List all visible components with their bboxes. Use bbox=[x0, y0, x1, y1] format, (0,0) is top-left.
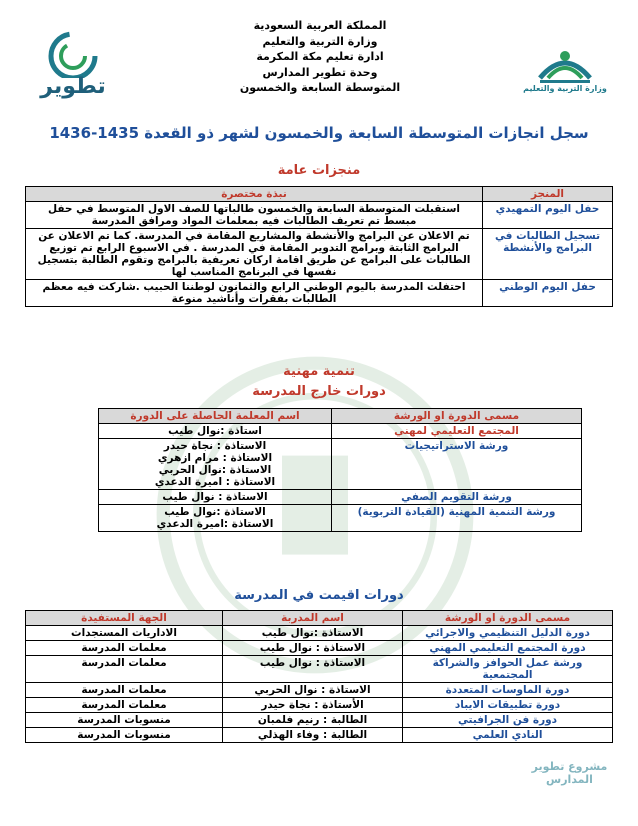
table-row bbox=[26, 656, 613, 683]
table-row bbox=[26, 683, 613, 698]
table-row bbox=[26, 728, 613, 743]
table-header-row bbox=[26, 187, 613, 202]
ministry-address bbox=[200, 18, 440, 96]
achievement-desc: استقبلت المتوسطة السابعة والخمسون طالباتها للصف الاول المتوسط في حفل مبسط تم تعريف الطالبات فيه بمعلمات المواد ومرافق المدرسة bbox=[26, 202, 483, 229]
achievement-desc: احتفلت المدرسة باليوم الوطني الرابع والثمانون لوطننا الحبيب .شاركت فيه معظم الطالبات بفقرات وأناشيد منوعة bbox=[26, 280, 483, 307]
table-row bbox=[99, 439, 582, 490]
course-name: المجتمع التعليمي لمهني bbox=[332, 424, 582, 439]
trainer-name: الاستاذة : نوال الحربي bbox=[223, 683, 403, 698]
table-header-row bbox=[26, 611, 613, 626]
page-title: سجل انجازات المتوسطة السابعة والخمسون لشهر ذو القعدة 1435-1436 bbox=[49, 124, 589, 142]
trainer-name: الاستاذة : نوال طيب bbox=[223, 656, 403, 683]
course-name: النادي العلمي bbox=[403, 728, 613, 743]
general-achievements-table bbox=[25, 186, 613, 307]
column-header: نبذة مختصرة bbox=[26, 187, 483, 202]
beneficiary: منسوبات المدرسة bbox=[26, 728, 223, 743]
tatweer-logo bbox=[18, 28, 128, 108]
column-header: الجهة المستفيدة bbox=[26, 611, 223, 626]
column-header: المنجز bbox=[483, 187, 613, 202]
ministry-logo-caption: وزارة التربية والتعليم bbox=[523, 84, 607, 93]
trainer-name: الأستاذة : نجاة حيدر bbox=[223, 698, 403, 713]
course-name: دورة فن الجرافيتي bbox=[403, 713, 613, 728]
general-section-title: منجزات عامة bbox=[277, 163, 361, 178]
teacher-names: الاستاذة :نوال طيب الاستاذة :اميرة الدعدي bbox=[99, 505, 332, 532]
letterhead bbox=[0, 10, 638, 120]
table-row bbox=[26, 280, 613, 307]
trainer-name: الطالبة : وفاء الهذلي bbox=[223, 728, 403, 743]
internal-courses-title: دورات اقيمت في المدرسة bbox=[234, 588, 404, 603]
ministry-line: ادارة تعليم مكة المكرمة bbox=[256, 50, 384, 63]
table-row bbox=[26, 626, 613, 641]
beneficiary: منسوبات المدرسة bbox=[26, 713, 223, 728]
tatweer-logo-text: تطوير bbox=[40, 74, 106, 99]
beneficiary: معلمات المدرسة bbox=[26, 641, 223, 656]
footer-project-logo: مشروع تطوير المدارس bbox=[531, 760, 608, 786]
course-name: دورة الماوسات المتعددة bbox=[403, 683, 613, 698]
external-courses-title: دورات خارج المدرسة bbox=[252, 384, 386, 399]
ministry-line: المتوسطة السابعة والخمسون bbox=[239, 81, 401, 94]
course-name: ورشة عمل الحوافز والشراكة المجتمعية bbox=[403, 656, 613, 683]
course-name: دورة تطبيقات الايباد bbox=[403, 698, 613, 713]
achievement-item: حفل اليوم التمهيدي bbox=[483, 202, 613, 229]
table-row bbox=[26, 229, 613, 280]
table-row bbox=[26, 698, 613, 713]
achievement-desc: تم الاعلان عن البرامج والأنشطة والمشاريع المقامة في المدرسة. كما تم الاعلان عن البرامج الثابتة وبرامج التدوير المقامة في المدرسة . في الاسبوع الرابع تم توزيع الطالبات على البرامج عن طريق اقامة اركان تعريفية بالبرامج وتقوم الطالبة بتسجيل نفسها في البرنامج المناسب لها bbox=[26, 229, 483, 280]
achievement-item: حفل اليوم الوطني bbox=[483, 280, 613, 307]
beneficiary: معلمات المدرسة bbox=[26, 683, 223, 698]
course-name: ورشة الاستراتيجيات bbox=[332, 439, 582, 490]
professional-section-title: تنمية مهنية bbox=[283, 364, 355, 379]
ministry-line: وزارة التربية والتعليم bbox=[262, 34, 378, 48]
table-row bbox=[26, 713, 613, 728]
beneficiary: معلمات المدرسة bbox=[26, 698, 223, 713]
column-header: اسم المعلمة الحاصلة على الدورة bbox=[99, 409, 332, 424]
beneficiary: الاداريات المستجدات bbox=[26, 626, 223, 641]
course-name: دورة المجتمع التعليمي المهني bbox=[403, 641, 613, 656]
external-courses-table bbox=[98, 408, 582, 532]
trainer-name: الاستاذة :نوال طيب bbox=[223, 626, 403, 641]
table-row bbox=[99, 490, 582, 505]
table-row bbox=[26, 641, 613, 656]
column-header: اسم المدربة bbox=[223, 611, 403, 626]
course-name: دورة الدليل التنظيمي والاجرائي bbox=[403, 626, 613, 641]
column-header: مسمى الدورة او الورشة bbox=[403, 611, 613, 626]
tatweer-arc-icon bbox=[18, 28, 128, 78]
trainer-name: الاستاذة : نوال طيب bbox=[223, 641, 403, 656]
table-row bbox=[99, 424, 582, 439]
teacher-names: الاستاذة : نوال طيب bbox=[99, 490, 332, 505]
beneficiary: معلمات المدرسة bbox=[26, 656, 223, 683]
table-row bbox=[26, 202, 613, 229]
column-header: مسمى الدورة او الورشة bbox=[332, 409, 582, 424]
table-row bbox=[99, 505, 582, 532]
ministry-line: وحدة تطوير المدارس bbox=[262, 65, 378, 79]
table-header-row bbox=[99, 409, 582, 424]
trainer-name: الطالبة : رنيم فلمبان bbox=[223, 713, 403, 728]
achievement-item: تسجيل الطالبات في البرامج والأنشطة bbox=[483, 229, 613, 280]
ministry-logo bbox=[510, 38, 620, 98]
teacher-names: استاذة :نوال طيب bbox=[99, 424, 332, 439]
ministry-line: المملكة العربية السعودية bbox=[253, 19, 387, 32]
course-name: ورشة التقويم الصفي bbox=[332, 490, 582, 505]
course-name: ورشة التنمية المهنية (القيادة التربوية) bbox=[332, 505, 582, 532]
internal-courses-table bbox=[25, 610, 613, 743]
teacher-names: الاستاذة : نجاة حيدر الاستاذة : مرام ازهري الاستاذة :نوال الحربي الاستاذة : اميرة الدعدي bbox=[99, 439, 332, 490]
